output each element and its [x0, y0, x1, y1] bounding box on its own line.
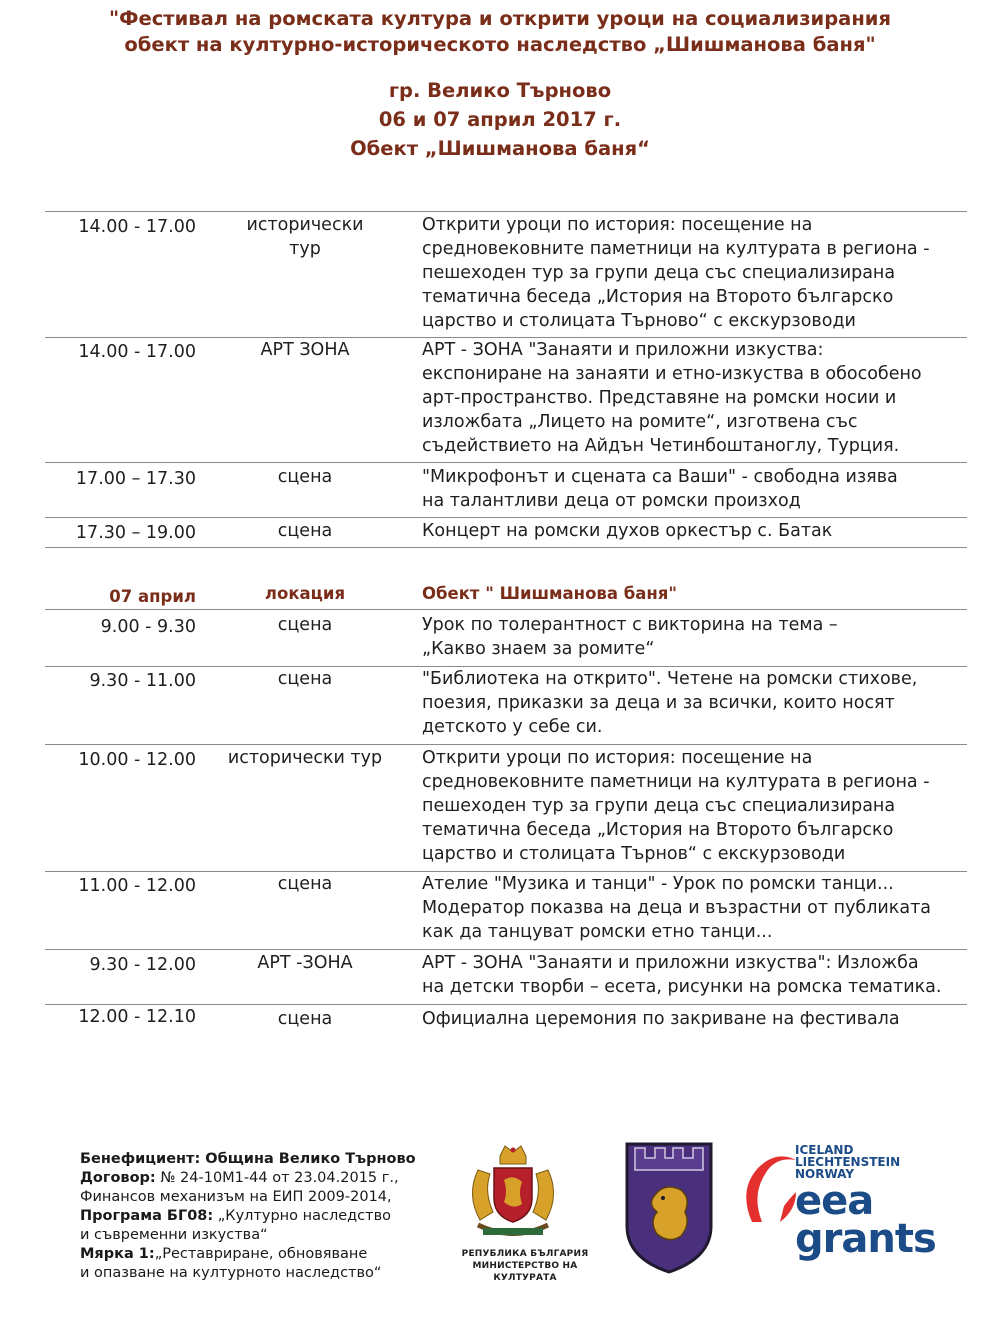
- row-time: 9.30 - 11.00: [89, 671, 196, 691]
- description-line: царство и столицата Търнов“ с екскурзоводи: [422, 844, 846, 864]
- eea-word: eea: [795, 1178, 874, 1224]
- row-location: [218, 213, 392, 261]
- event-venue: Обект „Шишманова баня“: [350, 137, 650, 160]
- row-description: [422, 1007, 970, 1031]
- ministry-label: [440, 1248, 610, 1284]
- row-time: 9.30 - 12.00: [89, 955, 196, 975]
- location-line: тур: [289, 239, 321, 259]
- row-location: [218, 338, 392, 362]
- section-venue: Обект " Шишманова баня": [422, 584, 677, 603]
- contract-value: № 24-10М1-44 от 23.04.2015 г.,: [155, 1170, 399, 1186]
- row-time: 9.00 - 9.30: [100, 617, 196, 637]
- row-location: [218, 1007, 392, 1031]
- row-description: [422, 338, 970, 458]
- coat-of-arms-icon: [458, 1140, 568, 1245]
- row-location: [218, 872, 392, 896]
- description-line: Модератор показва на деца и възрастни от публиката: [422, 898, 931, 918]
- description-line: АРТ - ЗОНА "Занаяти и приложни изкуства:: [422, 340, 824, 360]
- description-line: Официална церемония по закриване на фестивала: [422, 1009, 900, 1029]
- eea-countries: [795, 1144, 900, 1180]
- description-line: Урок по толерантност с викторина на тема –: [422, 615, 838, 635]
- description-line: детското у себе си.: [422, 717, 603, 737]
- description-line: „Какво знаем за ромите“: [422, 639, 655, 659]
- row-location: [218, 746, 392, 770]
- grants-word: grants: [795, 1216, 936, 1262]
- location-line: сцена: [277, 615, 333, 635]
- row-description: [422, 746, 970, 866]
- beneficiary-value: Община Велико Търново: [200, 1151, 416, 1167]
- row-time: 10.00 - 12.00: [78, 750, 196, 770]
- description-line: арт-пространство. Представяне на ромски носии и: [422, 388, 897, 408]
- row-divider: [45, 517, 967, 518]
- event-dates: 06 и 07 април 2017 г.: [378, 108, 622, 131]
- location-line: АРТ -ЗОНА: [257, 953, 353, 973]
- description-line: "Библиотека на открито". Четене на ромски стихове,: [422, 669, 918, 689]
- row-location: [218, 951, 392, 975]
- eea-country-liechtenstein: LIECHTENSTEIN: [795, 1155, 901, 1169]
- row-divider: [45, 609, 967, 610]
- event-city: гр. Велико Търново: [388, 79, 612, 102]
- mechanism-text: Финансов механизъм на ЕИП 2009-2014,: [80, 1189, 392, 1205]
- description-line: Ателие "Музика и танци" - Урок по ромски танци...: [422, 874, 894, 894]
- description-line: средновековните паметници на културата в региона -: [422, 239, 930, 259]
- row-location: [218, 465, 392, 489]
- location-line: сцена: [277, 874, 333, 894]
- description-line: тематична беседа „История на Второто българско: [422, 820, 894, 840]
- location-line: сцена: [277, 669, 333, 689]
- row-time: 17.30 – 19.00: [75, 523, 196, 543]
- row-time: 11.00 - 12.00: [78, 876, 196, 896]
- row-time: 17.00 – 17.30: [75, 469, 196, 489]
- measure-value-2: и опазване на културното наследство“: [80, 1265, 382, 1281]
- row-time: 12.00 - 12.10: [78, 1007, 196, 1027]
- description-line: на детски творби – есета, рисунки на ромска тематика.: [422, 977, 942, 997]
- description-line: изложбата „Лицето на ромите“, изготвена със: [422, 412, 858, 432]
- title-line-1: "Фестивал на ромската култура и открити уроци на социализирания: [109, 7, 891, 30]
- row-divider: [45, 547, 967, 548]
- row-description: [422, 465, 970, 513]
- eea-country-norway: NORWAY: [795, 1167, 855, 1181]
- description-line: пешеходен тур за групи деца със специализирана: [422, 263, 896, 283]
- row-divider: [45, 211, 967, 212]
- description-line: съдействието на Айдън Четинбоштаноглу, Турция.: [422, 436, 900, 456]
- location-line: исторически: [246, 215, 364, 235]
- row-description: [422, 519, 970, 543]
- row-time: 14.00 - 17.00: [78, 217, 196, 237]
- location-line: исторически тур: [227, 748, 383, 768]
- description-line: експониране на занаяти и етно-изкуства в обособено: [422, 364, 922, 384]
- description-line: "Микрофонът и сцената са Ваши" - свободна изява: [422, 467, 898, 487]
- ministry-line-1: РЕПУБЛИКА БЪЛГАРИЯ: [461, 1249, 589, 1259]
- description-line: пешеходен тур за групи деца със специализирана: [422, 796, 896, 816]
- contract-label: Договор:: [80, 1170, 156, 1186]
- description-line: тематична беседа „История на Второто българско: [422, 287, 894, 307]
- location-line: сцена: [277, 521, 333, 541]
- ministry-line-2: МИНИСТЕРСТВО НА КУЛТУРАТА: [472, 1261, 578, 1283]
- row-location: [218, 613, 392, 637]
- location-line: сцена: [277, 1009, 333, 1029]
- beneficiary-label: Бенефициент:: [80, 1151, 201, 1167]
- description-line: царство и столицата Търново“ с екскурзоводи: [422, 311, 856, 331]
- program-label: Програма БГ08:: [80, 1208, 214, 1224]
- program-value-2: и съвременни изкуства“: [80, 1227, 268, 1243]
- row-description: [422, 213, 970, 333]
- measure-value: „Реставриране, обновяване: [154, 1246, 368, 1262]
- row-divider: [45, 744, 967, 745]
- title-line-2: обект на културно-историческото наследство „Шишманова баня": [124, 33, 876, 56]
- event-info: [0, 76, 1000, 163]
- section-location: локация: [264, 584, 346, 603]
- row-description: [422, 613, 970, 661]
- eea-grants-logo: [795, 1178, 936, 1262]
- program-value: „Културно наследство: [213, 1208, 392, 1224]
- row-location: [218, 519, 392, 543]
- municipality-shield-icon: [625, 1140, 713, 1275]
- eea-swoosh-icon: [740, 1140, 800, 1230]
- description-line: АРТ - ЗОНА "Занаяти и приложни изкуства": Изложба: [422, 953, 919, 973]
- measure-label: Мярка 1:: [80, 1246, 155, 1262]
- description-line: Концерт на ромски духов оркестър с. Батак: [422, 521, 833, 541]
- row-location: [218, 667, 392, 691]
- row-description: [422, 872, 970, 944]
- row-time: 14.00 - 17.00: [78, 342, 196, 362]
- funding-info: [80, 1150, 460, 1283]
- row-description: [422, 951, 970, 999]
- section-date: 07 април: [109, 587, 196, 606]
- festival-title: [0, 6, 1000, 58]
- eea-country-iceland: ICELAND: [795, 1143, 854, 1157]
- row-description: [422, 667, 970, 739]
- description-line: поезия, приказки за деца и за всички, които носят: [422, 693, 895, 713]
- description-line: на талантливи деца от ромски произход: [422, 491, 801, 511]
- location-line: АРТ ЗОНА: [260, 340, 350, 360]
- row-divider: [45, 462, 967, 463]
- location-line: сцена: [277, 467, 333, 487]
- description-line: средновековните паметници на културата в региона -: [422, 772, 930, 792]
- description-line: как да танцуват ромски етно танци...: [422, 922, 773, 942]
- row-divider: [45, 949, 967, 950]
- description-line: Открити уроци по история: посещение на: [422, 215, 813, 235]
- description-line: Открити уроци по история: посещение на: [422, 748, 813, 768]
